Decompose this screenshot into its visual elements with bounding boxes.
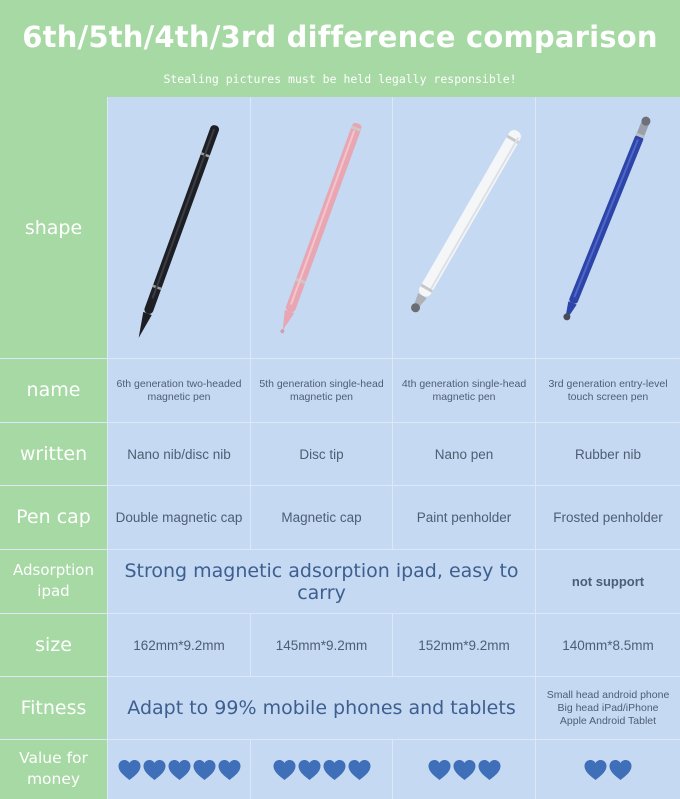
row-label-written: written <box>19 442 88 465</box>
pencap-cell-4th: Paint penholder <box>416 510 512 525</box>
heart-rating-4th <box>427 759 502 781</box>
pen-image-pink <box>251 97 392 358</box>
row-label-pen-cap: Pen cap <box>16 506 91 528</box>
size-cell-6th: 162mm*9.2mm <box>133 637 225 653</box>
heart-rating-3rd <box>583 759 633 781</box>
written-cell-5th: Disc tip <box>299 446 344 462</box>
pen-image-blue <box>536 97 678 358</box>
heart-icon <box>427 759 452 781</box>
row-label-shape: shape <box>24 216 83 239</box>
adsorption-cell-3rd: not support <box>571 574 645 589</box>
heart-icon <box>217 759 242 781</box>
heart-icon <box>192 759 217 781</box>
heart-icon <box>477 759 502 781</box>
heart-icon <box>608 759 633 781</box>
written-cell-6th: Nano nib/disc nib <box>127 446 231 462</box>
comparison-table <box>0 97 680 799</box>
adsorption-merged-cell: Strong magnetic adsorption ipad, easy to carry <box>124 559 519 604</box>
name-cell-6th: 6th generation two-headed magnetic pen <box>116 377 242 403</box>
heart-icon <box>583 759 608 781</box>
written-cell-4th: Nano pen <box>434 446 494 462</box>
heart-icon <box>452 759 477 781</box>
name-cell-4th: 4th generation single-head magnetic pen <box>401 377 527 403</box>
value-cell-5th <box>251 740 392 799</box>
name-cell-5th: 5th generation single-head magnetic pen <box>259 377 384 403</box>
page-subtitle: Stealing pictures must be held legally responsible! <box>163 72 517 86</box>
fitness-merged-cell: Adapt to 99% mobile phones and tablets <box>127 697 516 719</box>
size-cell-4th: 152mm*9.2mm <box>418 637 510 653</box>
row-label-fitness: Fitness <box>20 696 87 719</box>
header-banner <box>0 0 680 97</box>
heart-icon <box>322 759 347 781</box>
fitness-cell-3rd: Small head android phone Big head iPad/iPhone Apple Android Tablet <box>546 688 670 727</box>
heart-icon <box>347 759 372 781</box>
row-label-size: size <box>35 633 72 656</box>
heart-rating-6th <box>117 759 242 781</box>
value-cell-3rd <box>536 740 680 799</box>
pencap-cell-3rd: Frosted penholder <box>553 510 663 525</box>
name-cell-3rd: 3rd generation entry-level touch screen pen <box>548 377 668 403</box>
value-cell-6th <box>108 740 250 799</box>
size-cell-3rd: 140mm*8.5mm <box>562 637 654 653</box>
row-label-name: name <box>26 379 81 401</box>
pen-image-black <box>108 97 250 358</box>
heart-icon <box>297 759 322 781</box>
heart-icon <box>272 759 297 781</box>
size-cell-5th: 145mm*9.2mm <box>275 637 368 653</box>
heart-icon <box>142 759 167 781</box>
pencap-cell-6th: Double magnetic cap <box>115 510 243 525</box>
row-label-value: Value for money <box>19 749 88 788</box>
heart-icon <box>117 759 142 781</box>
row-label-adsorption: Adsorption ipad <box>13 561 94 600</box>
page-title: 6th/5th/4th/3rd difference comparison <box>22 20 658 54</box>
value-cell-4th <box>393 740 535 799</box>
pencap-cell-5th: Magnetic cap <box>281 510 362 525</box>
heart-rating-5th <box>272 759 372 781</box>
heart-icon <box>167 759 192 781</box>
written-cell-3rd: Rubber nib <box>574 446 642 462</box>
pen-image-white <box>393 97 535 358</box>
